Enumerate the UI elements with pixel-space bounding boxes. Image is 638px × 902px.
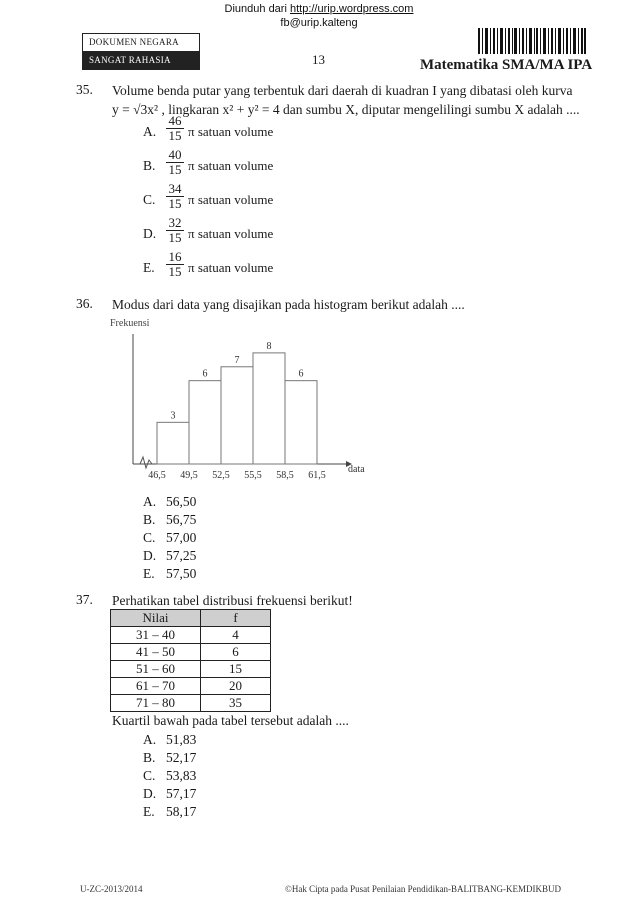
table-row [111, 661, 271, 678]
fraction-denominator: 15 [168, 162, 182, 177]
source-line [0, 3, 638, 15]
fraction-denominator: 15 [168, 230, 182, 245]
q36-option-value: 56,50 [166, 494, 197, 509]
q36-option-value: 57,25 [166, 548, 197, 563]
q37-option-letter: D. [143, 786, 157, 801]
q37-option-value: 57,17 [166, 786, 197, 801]
axis-break-icon [140, 457, 152, 468]
histogram-bars [157, 341, 317, 464]
table-cell-nilai: 71 – 80 [111, 695, 201, 712]
q35-option-fraction [166, 182, 184, 211]
q37-option-letter: C. [143, 768, 156, 783]
fraction-numerator: 32 [166, 216, 184, 231]
table-cell-f: 20 [201, 678, 271, 695]
x-axis-label: data [348, 464, 365, 475]
table-header-row [111, 610, 271, 627]
table-cell-nilai: 61 – 70 [111, 678, 201, 695]
bar-value-label: 8 [266, 340, 272, 352]
histogram [100, 312, 380, 490]
source-link[interactable]: http://urip.wordpress.com [289, 3, 414, 15]
q35-option-fraction [166, 216, 184, 245]
q36-option-value: 56,75 [166, 512, 197, 527]
fraction-denominator: 15 [168, 264, 182, 279]
table-row [111, 627, 271, 644]
q36-option-letter: E. [143, 566, 155, 581]
q35-option-text: π satuan volume [188, 158, 274, 173]
source-prefix: Diunduh dari [224, 3, 290, 15]
q37-option-letter: A. [143, 732, 157, 747]
q37-option-value: 51,83 [166, 732, 197, 747]
q37-option-letter: B. [143, 750, 156, 765]
q35-line1: Volume benda putar yang terbentuk dari daerah di kuadran I yang dibatasi oleh kurva [112, 83, 573, 98]
q37-option-value: 53,83 [166, 768, 197, 783]
q36-option-value: 57,50 [166, 566, 197, 581]
q36-option-value: 57,00 [166, 530, 197, 545]
table-row [111, 695, 271, 712]
table-row [111, 678, 271, 695]
q36-option-letter: A. [143, 494, 157, 509]
q36-text: Modus dari data yang disajikan pada histogram berikut adalah .... [112, 297, 465, 312]
histogram-bar [285, 381, 317, 464]
fraction-numerator: 16 [166, 250, 184, 265]
q35-option-letter: E. [143, 260, 155, 275]
q36-option-letter: B. [143, 512, 156, 527]
q37-option-value: 52,17 [166, 750, 197, 765]
q37-prompt: Kuartil bawah pada tabel tersebut adalah .... [112, 713, 349, 728]
q37-number: 37. [76, 592, 93, 607]
histogram-ticks [148, 470, 326, 481]
q37-text: Perhatikan tabel distribusi frekuensi berikut! [112, 593, 353, 608]
barcode [478, 28, 586, 54]
bar-value-label: 6 [298, 368, 304, 380]
stamp-secret: SANGAT RAHASIA [82, 51, 200, 70]
table-header-f: f [201, 610, 271, 627]
q35-number: 35. [76, 82, 93, 97]
x-tick-label: 58,5 [276, 470, 294, 481]
table-cell-f: 4 [201, 627, 271, 644]
table-cell-nilai: 51 – 60 [111, 661, 201, 678]
x-tick-label: 52,5 [212, 470, 230, 481]
q35-option-letter: D. [143, 226, 157, 241]
q35-option-text: π satuan volume [188, 260, 274, 275]
table-header-nilai: Nilai [111, 610, 201, 627]
histogram-bar [253, 353, 285, 464]
q37-option-letter: E. [143, 804, 155, 819]
stamp-document: DOKUMEN NEGARA [82, 33, 200, 52]
x-tick-label: 61,5 [308, 470, 326, 481]
q35-option-text: π satuan volume [188, 226, 274, 241]
bar-value-label: 6 [202, 368, 208, 380]
x-tick-label: 49,5 [180, 470, 198, 481]
table-cell-f: 15 [201, 661, 271, 678]
table-row [111, 644, 271, 661]
q35-option-letter: B. [143, 158, 156, 173]
histogram-svg [100, 312, 380, 490]
table-cell-nilai: 31 – 40 [111, 627, 201, 644]
fraction-denominator: 15 [168, 128, 182, 143]
q35-option-text: π satuan volume [188, 124, 274, 139]
q35-option-fraction [166, 250, 184, 279]
q36-option-letter: C. [143, 530, 156, 545]
fraction-numerator: 40 [166, 148, 184, 163]
table-cell-f: 35 [201, 695, 271, 712]
histogram-bar [189, 381, 221, 464]
bar-value-label: 7 [234, 354, 240, 366]
fraction-numerator: 46 [166, 114, 184, 129]
histogram-bar [157, 422, 189, 464]
histogram-bar [221, 367, 253, 464]
footer-copyright: ©Hak Cipta pada Pusat Penilaian Pendidikan-BALITBANG-KEMDIKBUD [285, 884, 562, 894]
subject-title: Matematika SMA/MA IPA [420, 57, 593, 73]
bar-value-label: 3 [170, 410, 176, 422]
table-cell-f: 6 [201, 644, 271, 661]
q37-option-value: 58,17 [166, 804, 197, 819]
q36-number: 36. [76, 296, 93, 311]
page-number: 13 [312, 52, 325, 67]
q35-option-fraction [166, 148, 184, 177]
x-tick-label: 46,5 [148, 470, 166, 481]
footer-code: U-ZC-2013/2014 [80, 884, 143, 894]
distribution-table [110, 609, 271, 712]
barcode-graphic [478, 28, 586, 54]
q35-option-fraction [166, 114, 184, 143]
y-axis-label: Frekuensi [110, 318, 150, 329]
q35-option-text: π satuan volume [188, 192, 274, 207]
q36-option-letter: D. [143, 548, 157, 563]
distribution-table-wrap [110, 609, 271, 712]
fraction-denominator: 15 [168, 196, 182, 211]
x-tick-label: 55,5 [244, 470, 262, 481]
source-fb: fb@urip.kalteng [280, 17, 358, 29]
q35-option-letter: A. [143, 124, 157, 139]
fraction-numerator: 34 [166, 182, 184, 197]
q35-line2: y = √3x² , lingkaran x² + y² = 4 dan sumbu X, diputar mengelilingi sumbu X adalah .... [112, 102, 580, 117]
table-cell-nilai: 41 – 50 [111, 644, 201, 661]
q35-option-letter: C. [143, 192, 156, 207]
